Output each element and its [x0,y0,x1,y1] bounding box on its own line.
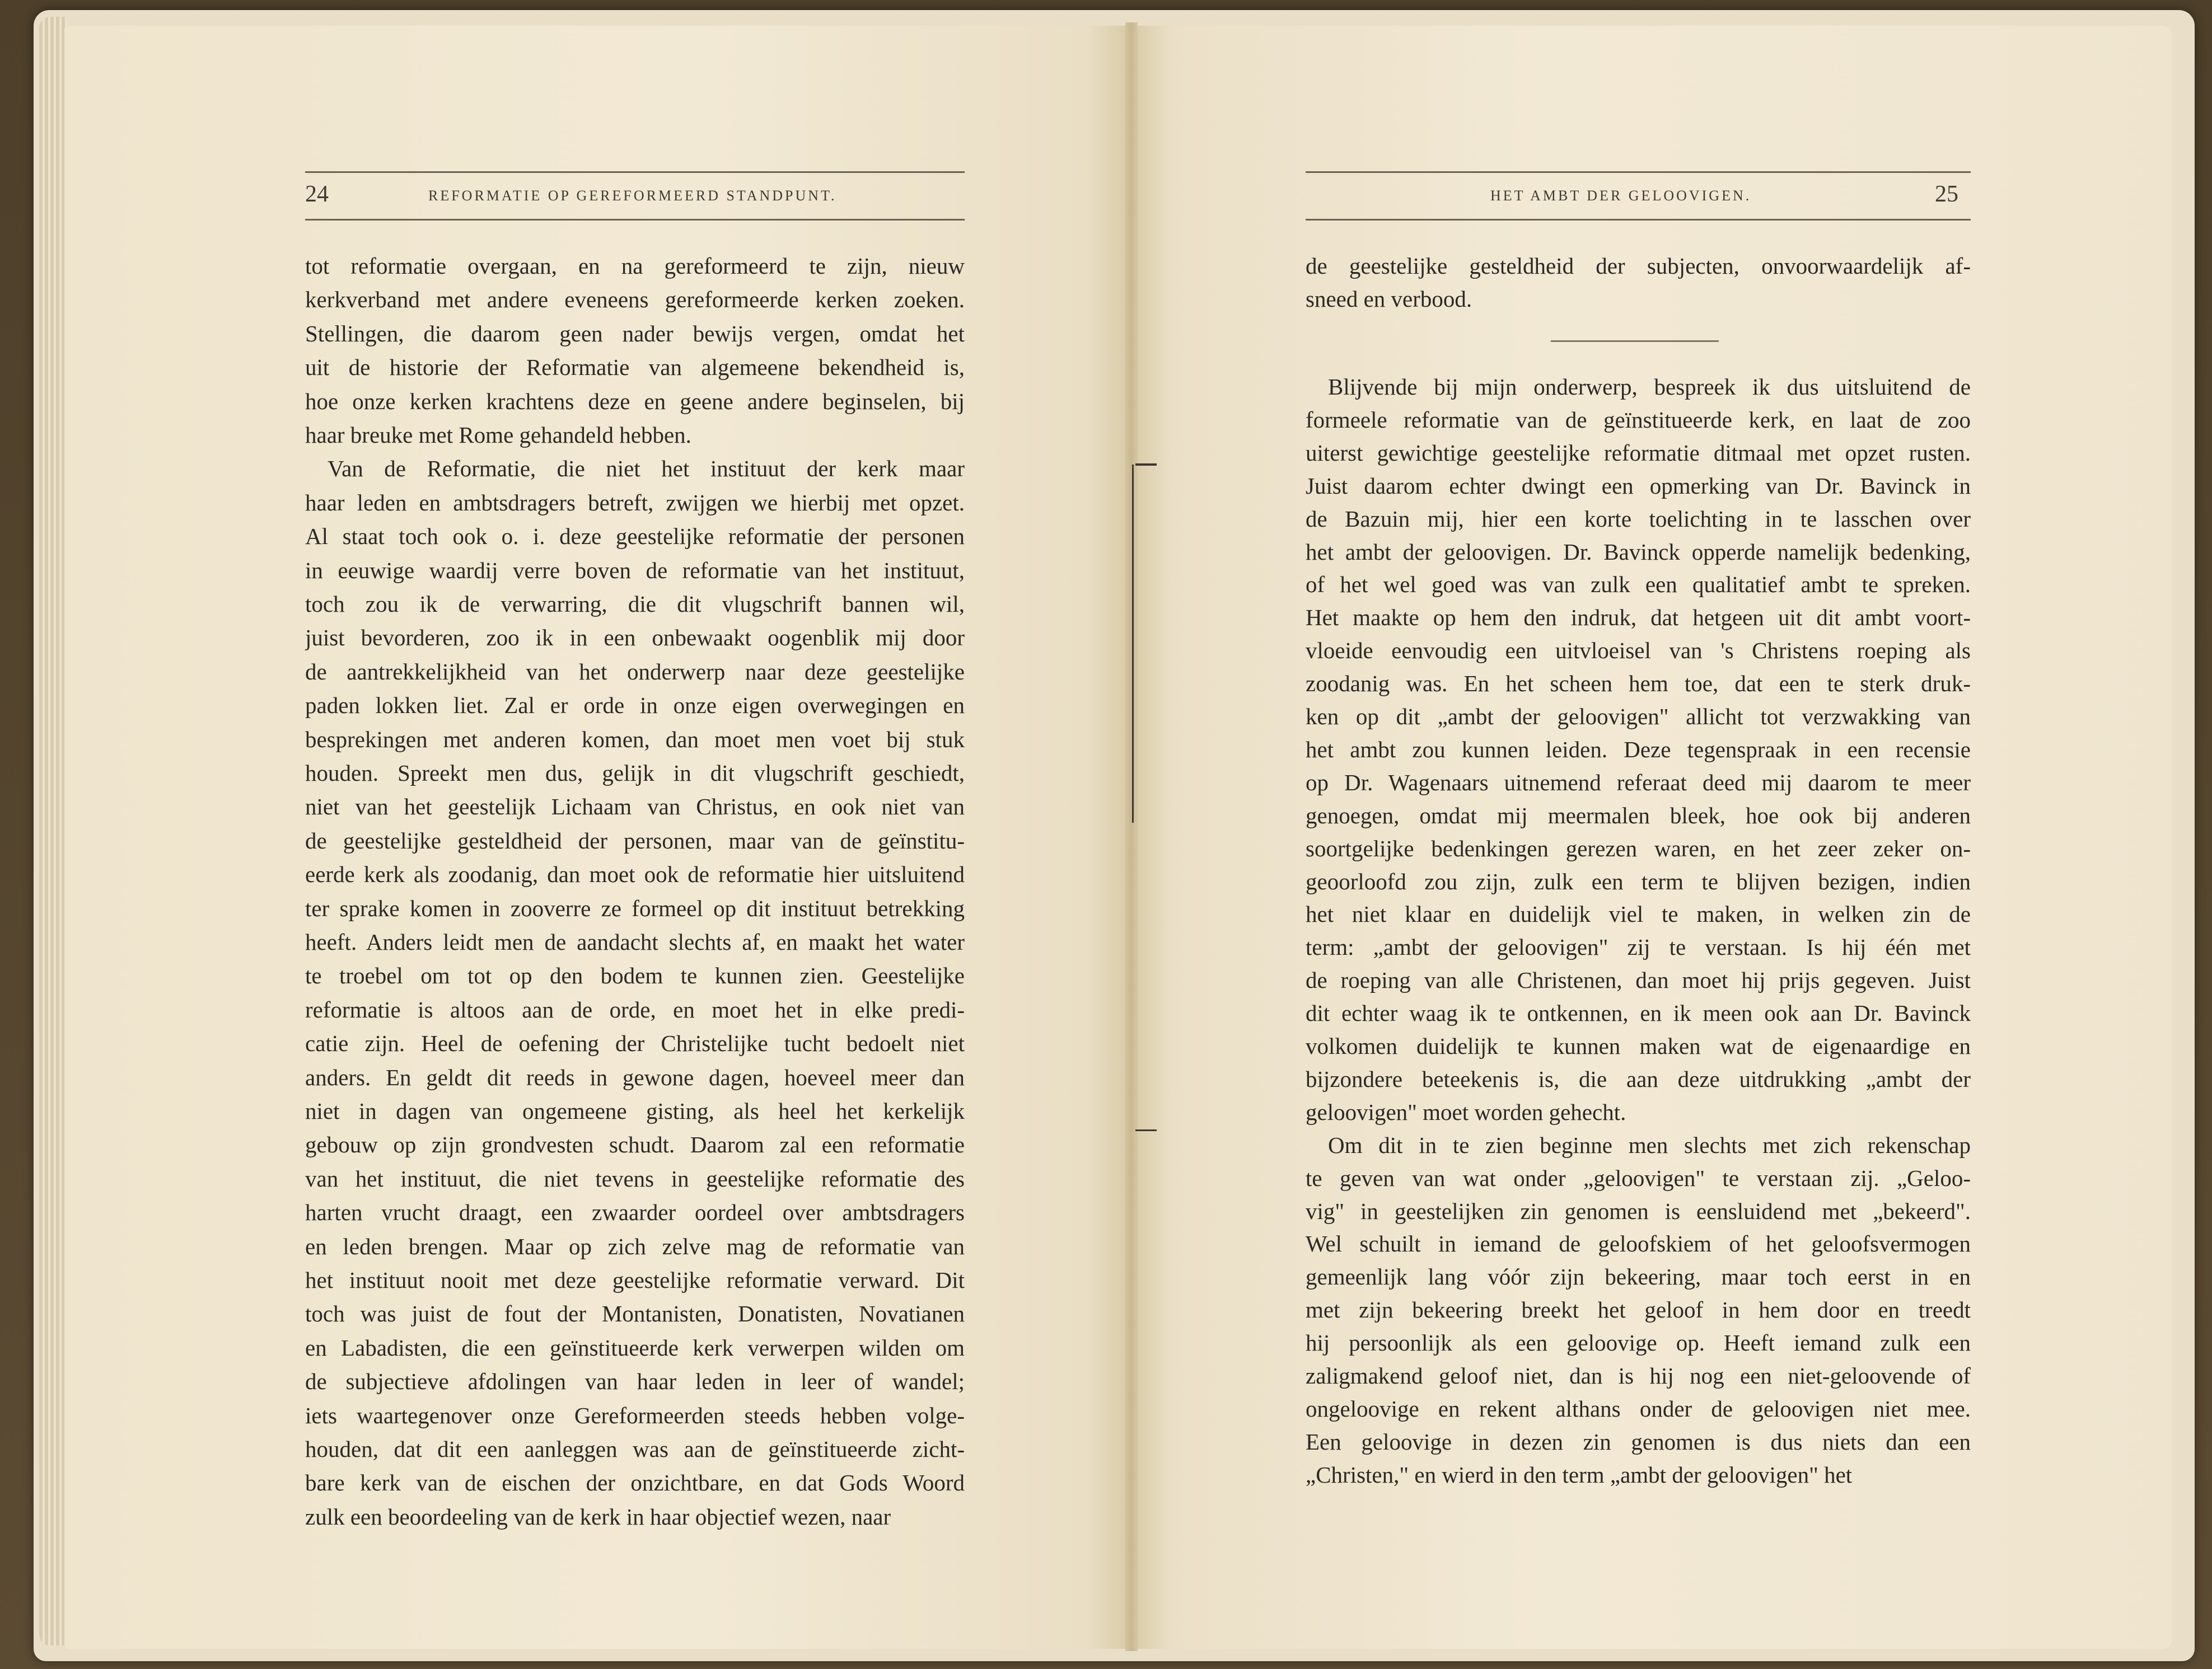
text-line: Juist daarom echter dwingt een opmerking van Dr. Bavinck in [1306,472,1971,499]
page-edges [39,17,67,1645]
text-line: ter sprake komen in zooverre ze formeel op dit instituut betrekking [305,895,965,921]
gutter-thread-tick [1135,463,1157,466]
text-line: niet in dagen van ongemeene gisting, als heel het kerkelijk [305,1098,965,1124]
text-line: harten vrucht draagt, een zwaarder oordeel over ambtsdragers [305,1199,965,1226]
text-line: te geven van wat onder „geloovigen" te verstaan zij. „Geloo- [1306,1165,1971,1191]
text-line: de geestelijke gesteldheid der personen, maar van de geïnstitu- [305,827,965,854]
text-line: geoorloofd zou zijn, zulk een term te blijven bezigen, indien [1306,868,1971,894]
text-line: gebouw op zijn grondvesten schudt. Daarom zal een reformatie [305,1132,965,1158]
text-line: ken op dit „ambt der geloovigen" allicht tot verzwakking van [1306,704,1971,729]
text-line: paden lokken liet. Zal er orde in onze eigen overwegingen en [305,692,965,719]
text-line: bijzondere beteekenis is, die aan deze uitdrukking „ambt der [1306,1066,1971,1092]
text-line: het instituut nooit met deze geestelijke reformatie verward. Dit [305,1267,965,1293]
text-line: het niet klaar en duidelijk viel te maken, in welken zin de [1306,901,1971,927]
text-line: ongeloovige en rekent althans onder de geloovigen niet mee. [1306,1395,1971,1422]
text-line: de roeping van alle Christenen, dan moet hij prijs gegeven. Juist [1306,967,1971,993]
text-line: soortgelijke bedenkingen gerezen waren, en het zeer zeker on- [1306,835,1971,861]
gutter-thread-tick [1135,1129,1157,1131]
book-gutter [1125,22,1138,1651]
text-line: haar breuke met Rome gehandeld hebben. [305,422,691,448]
text-line: zoodanig was. En het scheen hem toe, dat een te sterk druk- [1306,671,1971,697]
text-line: formeele reformatie van de geïnstitueerde kerk, en laat de zoo [1306,406,1971,433]
text-line: te troebel om tot op den bodem te kunnen zien. Geestelijke [305,963,965,989]
text-line: Om dit in te zien beginne men slechts met zich rekenschap [1328,1132,1971,1158]
right-running-head [1306,171,1971,221]
text-line: bare kerk van de eischen der onzichtbare, en dat Gods Woord [305,1470,965,1496]
text-line: juist bevorderen, zoo ik in een onbewaakt oogenblik mij door [305,625,965,651]
text-line: zaligmakend geloof niet, dan is hij nog een niet-geloovende of [1306,1363,1971,1389]
text-line: Stellingen, die daarom geen nader bewijs vergen, omdat het [305,320,965,346]
text-line: uiterst gewichtige geestelijke reformatie ditmaal met opzet rusten. [1306,439,1971,466]
running-title: REFORMATIE OP GEREFORMEERD STANDPUNT. [428,187,837,204]
left-running-head [305,171,965,221]
text-line: kerkverband met andere eveneens gereformeerde kerken zoeken. [305,287,965,313]
page-number: 24 [305,181,329,207]
text-line: dit echter waag ik te ontkennen, en ik meen ook aan Dr. Bavinck [1306,1000,1971,1026]
text-line: uit de historie der Reformatie van algemeene bekendheid is, [305,354,965,381]
text-line: de Bazuin mij, hier een korte toelichting in te lasschen over [1306,505,1971,532]
text-line: Al staat toch ook o. i. deze geestelijke reformatie der personen [305,523,965,550]
text-line: geloovigen" moet worden gehecht. [1306,1099,1626,1125]
text-line: de aantrekkelijkheid van het onderwerp naar deze geestelijke [305,658,965,685]
text-line: heeft. Anders leidt men de aandacht slechts af, en maakt het water [305,929,965,955]
text-line: vig" in geestelijken zin genomen is eensluidend met „bekeerd". [1306,1198,1971,1224]
text-line: besprekingen met anderen komen, dan moet men voet bij stuk [305,726,965,752]
page-number: 25 [1935,181,1958,207]
section-separator [1551,340,1719,342]
text-line: op Dr. Wagenaars uitnemend referaat deed mij daarom te meer [1306,769,1971,795]
text-line: of het wel goed was van zulk een qualitatief ambt te spreken. [1306,571,1971,598]
text-line: eerde kerk als zoodanig, dan moet ook de reformatie hier uitsluitend [305,861,965,888]
text-line: van het instituut, die niet tevens in geestelijke reformatie des [305,1165,965,1192]
text-line: Blijvende bij mijn onderwerp, bespreek ik dus uitsluitend de [1328,374,1971,400]
text-line: „Christen," en wierd in den term „ambt der geloovigen" het [1306,1461,1853,1488]
running-title: HET AMBT DER GELOOVIGEN. [1490,187,1752,204]
text-line: houden. Spreekt men dus, gelijk in dit vlugschrift geschiedt, [305,760,965,786]
text-line: met zijn bekeering breekt het geloof in hem door en treedt [1306,1297,1971,1323]
text-line: toch was juist de fout der Montanisten, Donatisten, Novatianen [305,1301,965,1327]
text-line: Een geloovige in dezen zin genomen is dus niets dan een [1306,1428,1971,1455]
text-line: term: „ambt der geloovigen" zij te verstaan. Is hij één met [1306,934,1971,960]
text-line: het ambt zou kunnen leiden. Deze tegenspraak in een recensie [1306,736,1971,762]
text-line: en leden brengen. Maar op zich zelve mag de reformatie van [305,1233,965,1259]
text-line: catie zijn. Heel de oefening der Christelijke tucht bedoelt niet [305,1030,965,1057]
text-line: en Labadisten, die een geïnstitueerde kerk verwerpen wilden om [305,1334,965,1361]
text-line: hoe onze kerken krachtens deze en geene andere beginselen, bij [305,388,965,414]
text-line: niet van het geestelijk Lichaam van Christus, en ook niet van [305,794,965,820]
text-line: houden, dat dit een aanleggen was aan de geïnstitueerde zicht- [305,1436,965,1462]
text-line: de subjectieve afdolingen van haar leden in leer of wandel; [305,1368,965,1395]
text-line: reformatie is altoos aan de orde, en moet het in elke predi- [305,996,965,1023]
text-line: hij persoonlijk als een geloovige op. Heeft iemand zulk een [1306,1330,1971,1356]
text-line: sneed en verbood. [1306,285,1472,312]
text-line: Van de Reformatie, die niet het instituut der kerk maar [328,456,965,482]
text-line: tot reformatie overgaan, en na gereformeerd te zijn, nieuw [305,253,965,279]
text-line: haar leden en ambtsdragers betreft, zwijgen we hierbij met opzet. [305,489,965,515]
text-line: vloeide eenvoudig een uitvloeisel van 's Christens roeping als [1306,637,1971,664]
text-line: de geestelijke gesteldheid der subjecten, onvoorwaardelijk af- [1306,253,1971,279]
text-line: Het maakte op hem den indruk, dat hetgeen uit dit ambt voort- [1306,604,1971,631]
text-line: Wel schuilt in iemand de geloofskiem of het geloofsvermogen [1306,1231,1971,1257]
text-line: genoegen, omdat mij meermalen bleek, hoe ook bij anderen [1306,802,1971,828]
text-line: iets waartegenover onze Gereformeerden steeds hebben volge- [305,1402,965,1428]
text-line: volkomen duidelijk te kunnen maken wat de eigenaardige en [1306,1033,1971,1059]
text-line: in eeuwige waardij verre boven de reformatie van het instituut, [305,557,965,583]
text-line: zulk een beoordeeling van de kerk in haar objectief wezen, naar [305,1503,891,1530]
text-line: toch zou ik de verwarring, die dit vlugschrift bannen wil, [305,591,965,617]
text-line: het ambt der geloovigen. Dr. Bavinck opperde namelijk bedenking, [1306,538,1971,565]
text-line: anders. En geldt dit reeds in gewone dagen, hoeveel meer dan [305,1064,965,1090]
text-line: gemeenlijk lang vóór zijn bekeering, maar toch eerst in en [1306,1264,1971,1290]
gutter-thread [1132,465,1134,823]
